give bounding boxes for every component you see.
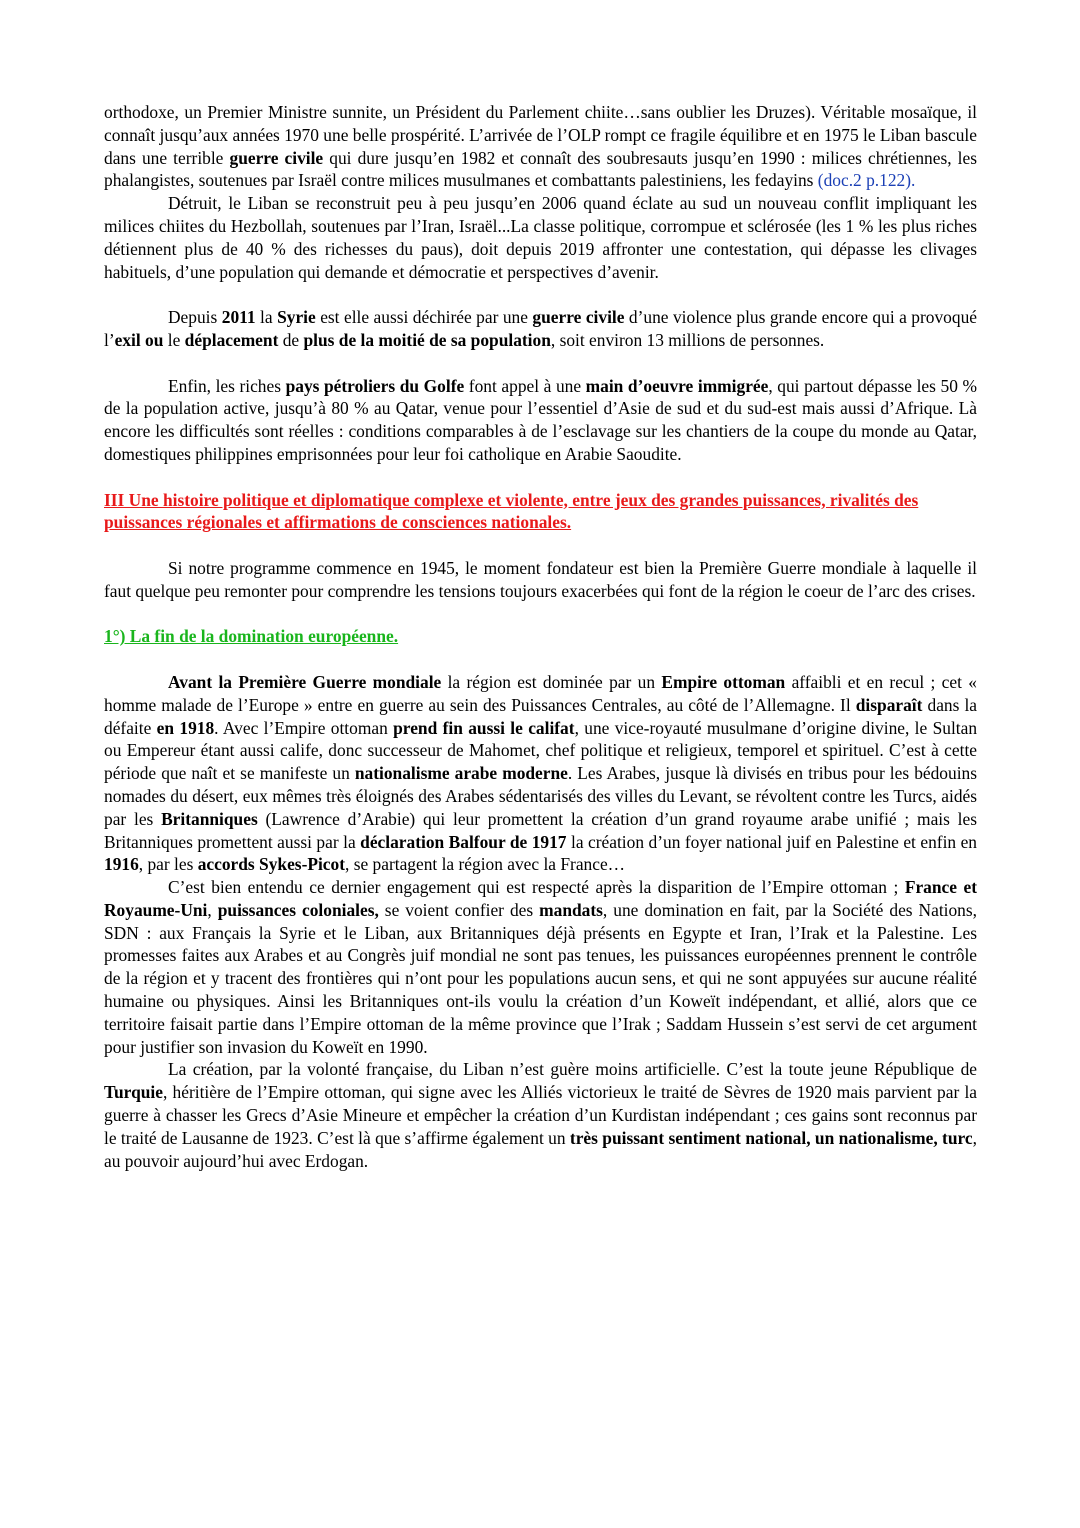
paragraph-empire-ottoman: [104, 671, 977, 876]
document-page: [104, 101, 977, 1172]
text-run: d’une violence plus grande encore qui a provoqué l’: [104, 307, 977, 350]
text-run: dans la défaite: [104, 694, 977, 738]
bold-run: guerre civile: [532, 307, 625, 328]
bold-run: disparaît: [855, 694, 923, 715]
text-run: , une vice-royauté musulmane d’origine divine, le Sultan ou Empereur étant aussi calife, donc successeur de Mahomet, chef politique et religieux, temporel et spirituel. C’est à cette période que naît et se manifeste un: [104, 717, 978, 784]
text-run: C’est bien entendu ce dernier engagement qui est respecté après la disparition de l’Empire ottoman ;: [168, 877, 905, 898]
bold-run: pays pétroliers du Golfe: [285, 375, 465, 396]
text-run: Depuis: [168, 307, 222, 328]
doc-reference-link[interactable]: (doc.2 p.122).: [817, 170, 916, 191]
bold-run: déclaration Balfour de 1917: [360, 831, 567, 852]
section-heading: III Une histoire politique et diplomatique complexe et violente, entre jeux des grandes puissances, rivalités des puissances régionales et affirmations de consciences nationales.: [104, 489, 919, 533]
bold-run: prend fin aussi le califat: [393, 717, 575, 738]
paragraph-liban-reconstruction: Détruit, le Liban se reconstruit peu à peu jusqu’en 2006 quand éclate au sud un nouveau conflit impliquant les milices chiites du Hezbollah, soutenues par l’Iran, Israël...La classe politique, corrompue et sclérosée (les 1 % les plus riches détiennent plus de 40 % des richesses du paus), doit depuis 2019 affronter une contestation, qui dépasse les clivages habituels, d’une population qui demande et démocratie et perspectives d’avenir.: [104, 193, 977, 282]
bold-run: déplacement: [184, 329, 279, 350]
bold-run: Turquie: [104, 1082, 163, 1103]
text-run: , une domination en fait, par la Société des Nations, SDN : aux Français la Syrie et le Liban, aux Britanniques déjà présents en Egypte et Iran, l’Irak et la Palestine. Les promesses faites aux Arabes et au Congrès juif mondial ne sont pas tenues, les puissances européennes prennent le contrôle de la région et y tracent des frontières qui n’ont pour les populations aucun sens, et qui ne sont appuyées sur aucune réalité humaine ou physiques. Ainsi les Britanniques ont-ils voulu la création d’un Koweït indépendant, et allié, alors que ce territoire faisait partie dans l’Empire ottoman de la même province que l’Irak ; Saddam Hussein s’est servi de cet argument pour justifier son invasion du Koweït en 1990.: [104, 899, 977, 1057]
bold-run: main d’oeuvre immigrée: [585, 375, 769, 396]
text-run: . Les Arabes, jusque là divisés en tribus pour les bédouins nomades du désert, eux mêmes très éloignés des Arabes sédentarisés des villes du Levant, se révoltent contre les Turcs, aidés par les: [104, 763, 977, 829]
bold-run: nationalisme arabe moderne: [354, 763, 568, 784]
text-run: (Lawrence d’Arabie) qui leur promettent la création d’un grand royaume arabe unifié ; mais les Britanniques promettent aussi par la: [104, 808, 977, 852]
bold-run: Avant la Première Guerre mondiale: [168, 671, 442, 692]
bold-run: plus de la moitié de sa population: [303, 329, 551, 350]
bold-run: Syrie: [277, 307, 316, 328]
text-run: orthodoxe, un Premier Ministre sunnite, un Président du Parlement chiite…sans oublier les Druzes). Véritable mosaïque, il connaît jusqu’aux années 1970 une belle prospérité. L’arrivée de l’OLP rompt ce fragile équilibre et en 1975 le Liban bascule dans une terrible: [104, 102, 977, 168]
text-run: affaibli et en recul ; cet « homme malade de l’Europe » entre en guerre au sein des Puissances Centrales, au côté de l’Allemagne. Il: [104, 671, 977, 715]
bold-run: accords Sykes-Picot: [197, 854, 346, 875]
bold-run: mandats: [539, 899, 603, 920]
paragraph-golfe: [104, 375, 977, 466]
text-run: est elle aussi déchirée par une: [315, 307, 533, 328]
paragraph-mandats: [104, 876, 977, 1058]
bold-run: France et Royaume-Uni: [104, 877, 977, 920]
text-run: La création, par la volonté française, du Liban n’est guère moins artificielle. C’est la toute jeune République de: [168, 1059, 977, 1080]
spacer: [104, 603, 977, 626]
paragraph-liban-guerre-civile: [104, 101, 977, 192]
text-run: qui dure jusqu’en 1982 et connaît des soubresauts jusqu’en 1990 : milices chrétiennes, les phalangistes, soutenues par Israël contre milices musulmanes et combattants palestiniens, les fedayins: [104, 147, 977, 191]
spacer: [104, 534, 977, 557]
bold-run: 1916: [104, 854, 139, 875]
text-run: , héritière de l’Empire ottoman, qui signe avec les Alliés victorieux le traité de Sèvres de 1920 mais parvient par la guerre à chasser les Grecs d’Asie Mineure et empêcher la création d’un Kurdistan indépendant ; ces gains sont reconnus par le traité de Lausanne de 1923. C’est là que s’affirme également un: [104, 1082, 977, 1148]
subsection-heading: 1°) La fin de la domination européenne.: [104, 626, 399, 647]
bold-run: Empire ottoman: [661, 671, 786, 692]
text-run: , par les: [138, 854, 198, 875]
text-run: , qui partout dépasse les 50 % de la population active, jusqu’à 80 % au Qatar, venue pour l’essentiel d’Asie de sud et du sud-est mais aussi d’Afrique. Là encore les difficultés sont réelles : conditions comparables à de l’esclavage sur les chantiers de la coupe du monde au Qatar, domestiques philippines emprisonnées pour leur foi catholique en Arabie Saoudite.: [104, 375, 977, 464]
paragraph-turquie: [104, 1058, 977, 1172]
bold-run: Britanniques: [161, 808, 258, 829]
bold-run: guerre civile: [229, 147, 324, 168]
text-run: , se partagent la région avec la France…: [345, 854, 626, 875]
paragraph-programme: Si notre programme commence en 1945, le moment fondateur est bien la Première Guerre mondiale à laquelle il faut quelque peu remonter pour comprendre les tensions toujours exacerbées qui font de la région le coeur de l’arc des crises.: [104, 557, 977, 601]
text-run: ,: [207, 899, 218, 920]
text-run: la: [255, 307, 278, 328]
text-run: font appel à une: [464, 375, 586, 396]
bold-run: très puissant sentiment national, un nationalisme, turc: [569, 1127, 973, 1148]
text-run: le: [163, 329, 185, 350]
spacer: [104, 466, 977, 489]
bold-run: puissances coloniales,: [217, 899, 379, 920]
paragraph-syrie: [104, 306, 977, 352]
text-run: Enfin, les riches: [168, 375, 286, 396]
text-run: , au pouvoir aujourd’hui avec Erdogan.: [104, 1127, 977, 1171]
bold-run: exil ou: [114, 329, 164, 350]
text-run: la région est dominée par un: [441, 671, 662, 692]
bold-run: 2011: [221, 307, 256, 328]
spacer: [104, 352, 977, 375]
spacer: [104, 283, 977, 306]
spacer: [104, 648, 977, 671]
text-run: . Avec l’Empire ottoman: [214, 717, 394, 738]
text-run: , soit environ 13 millions de personnes.: [550, 329, 825, 350]
text-run: de: [278, 329, 304, 350]
text-run: la création d’un foyer national juif en Palestine et enfin en: [566, 831, 977, 852]
bold-run: en 1918: [156, 717, 215, 738]
text-run: se voient confier des: [378, 899, 540, 920]
